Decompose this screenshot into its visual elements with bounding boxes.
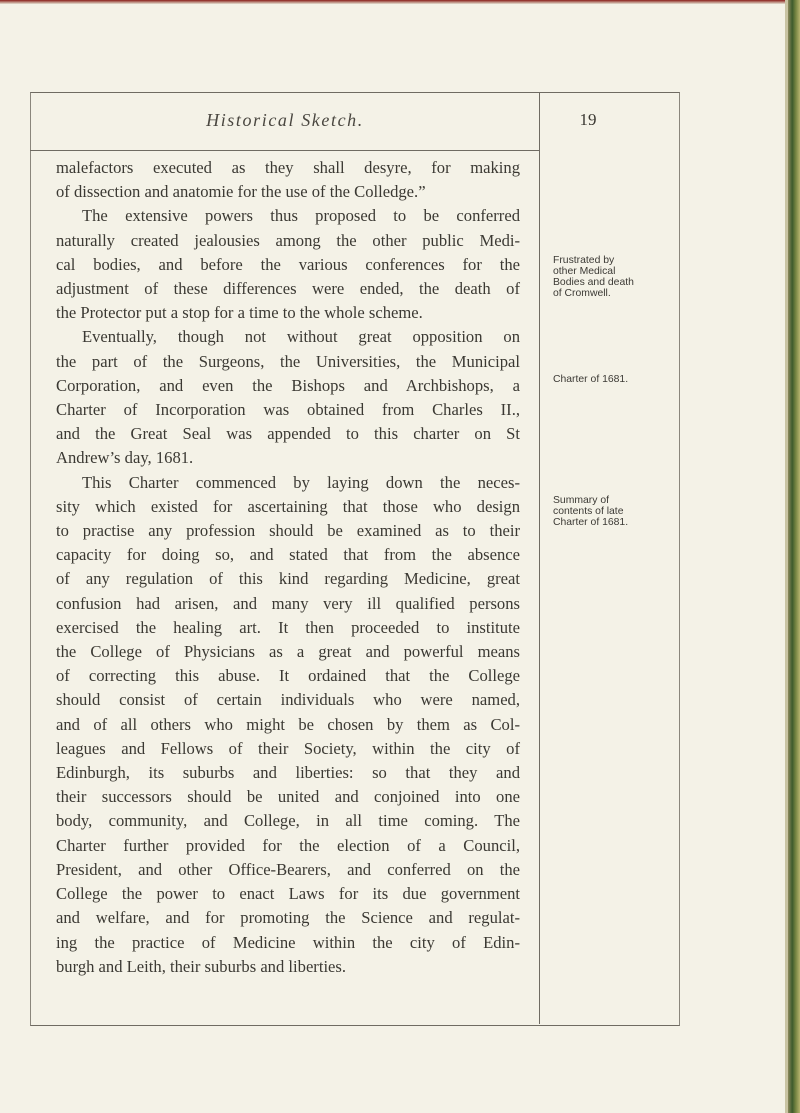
body-line: of dissection and anatomie for the use of the Colledge.” (56, 182, 426, 202)
margin-note-summary (553, 495, 673, 528)
header-rule (30, 150, 540, 151)
body-line: and welfare, and for promoting the Science and regulat- (56, 908, 520, 928)
margin-note-line: Summary of (553, 495, 610, 506)
body-line: Charter of Incorporation was obtained from Charles II., (56, 400, 520, 420)
body-line: malefactors executed as they shall desyre, for making (56, 158, 520, 177)
body-line: exercised the healing art. It then proceeded to institute (56, 617, 520, 637)
body-line: College the power to enact Laws for its due government (56, 884, 520, 904)
margin-note-line: contents of late (553, 506, 624, 517)
scan-top-edge (0, 0, 800, 4)
body-line: Andrew’s day, 1681. (56, 448, 194, 468)
body-line: President, and other Office-Bearers, and conferred on the (56, 859, 520, 879)
margin-note-line: Bodies and death (553, 277, 634, 288)
margin-note-line: other Medical (553, 266, 616, 277)
body-line: the College of Physicians as a great and powerful means (56, 642, 520, 662)
body-text (56, 156, 520, 979)
margin-note-line: of Cromwell. (553, 288, 611, 299)
body-line: sity which existed for ascertaining that those who design (56, 496, 520, 516)
body-line: of any regulation of this kind regarding Medicine, great (56, 569, 520, 589)
body-line: The extensive powers thus proposed to be conferred (82, 206, 520, 226)
running-head: Historical Sketch. (206, 110, 364, 130)
margin-note-line: Charter of 1681. (553, 517, 629, 528)
body-line: Corporation, and even the Bishops and Archbishops, a (56, 375, 520, 395)
body-line: should consist of certain individuals who were named, (56, 690, 520, 710)
body-line: Charter further provided for the election of a Council, (56, 835, 520, 855)
page-number: 19 (579, 110, 597, 129)
margin-column-rule (539, 92, 540, 1024)
body-line: naturally created jealousies among the other public Medi- (56, 230, 520, 250)
margin-note-line: Charter of 1681. (553, 374, 629, 385)
body-line: confusion had arisen, and many very ill qualified persons (56, 593, 520, 613)
body-line: cal bodies, and before the various conferences for the (56, 254, 520, 274)
body-line: leagues and Fellows of their Society, within the city of (56, 738, 520, 758)
body-line: and the Great Seal was appended to this charter on St (56, 424, 520, 444)
body-line: body, community, and College, in all time coming. The (56, 811, 520, 831)
body-line: of correcting this abuse. It ordained that the College (56, 666, 520, 686)
body-line: ing the practice of Medicine within the city of Edin- (56, 932, 520, 952)
scan-edge (788, 0, 800, 1113)
margin-note-line: Frustrated by (553, 255, 615, 266)
margin-note-charter (553, 374, 673, 385)
body-line: the Protector put a stop for a time to the whole scheme. (56, 303, 423, 323)
body-line: This Charter commenced by laying down the neces- (82, 472, 520, 492)
body-line: adjustment of these differences were ended, the death of (56, 279, 520, 299)
body-line: their successors should be united and conjoined into one (56, 787, 520, 807)
body-line: burgh and Leith, their suburbs and liberties. (56, 956, 347, 976)
body-line: the part of the Surgeons, the Universities, the Municipal (56, 351, 520, 371)
body-line: capacity for doing so, and stated that from the absence (56, 545, 520, 565)
margin-note-frustrated (553, 255, 673, 299)
body-line: to practise any profession should be examined as to their (56, 521, 520, 541)
body-line: and of all others who might be chosen by them as Col- (56, 714, 520, 734)
body-line: Edinburgh, its suburbs and liberties: so that they and (56, 763, 520, 783)
body-line: Eventually, though not without great opposition on (82, 327, 520, 347)
